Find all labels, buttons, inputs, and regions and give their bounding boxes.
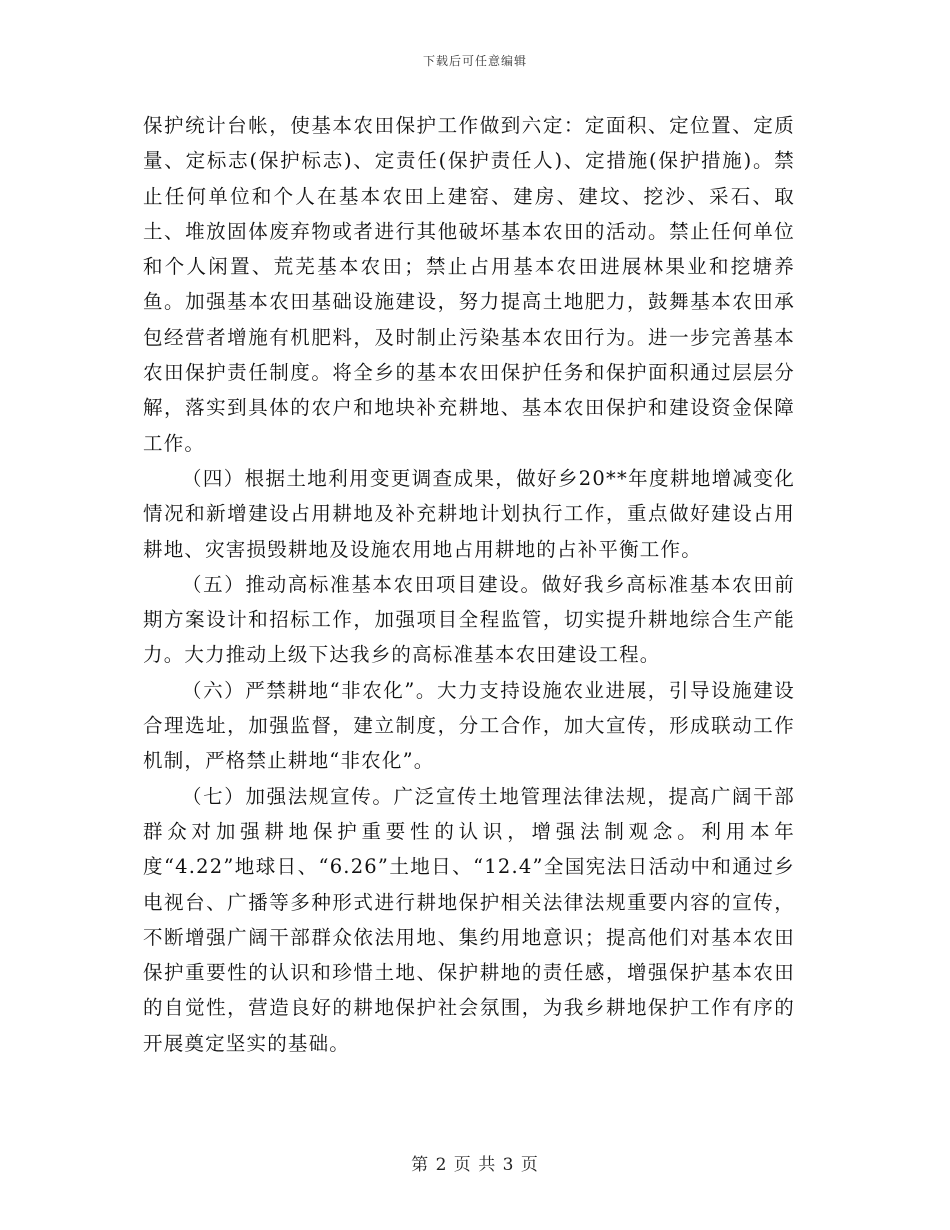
- page-footer: 第 2 页 共 3 页: [411, 1155, 539, 1175]
- paragraph-continuation: 保护统计台帐，使基本农田保护工作做到六定：定面积、定位置、定质量、定标志(保护标志)、定责任(保护责任人)、定措施(保护措施)。禁止任何单位和个人在基本农田上建窑、建房、建坟、挖沙、采石、取土、堆放固体废弃物或者进行其他破坏基本农田的活动。禁止任何单位和个人闲置、荒芜基本农田；禁止占用基本农田进展林果业和挖塘养鱼。加强基本农田基础设施建设，努力提高土地肥力，鼓舞基本农田承包经营者增施有机肥料，及时制止污染基本农田行为。进一步完善基本农田保护责任制度。将全乡的基本农田保护任务和保护面积通过层层分解，落实到具体的农户和地块补充耕地、基本农田保护和建设资金保障工作。: [143, 114, 795, 455]
- document-body: [143, 108, 795, 1061]
- paragraph-item-6: （六）严禁耕地“非农化”。大力支持设施农业进展，引导设施建设合理选址，加强监督，建立制度，分工合作，加大宣传，形成联动工作机制，严格禁止耕地“非农化”。: [143, 678, 795, 773]
- page-header: 下载后可任意编辑: [422, 54, 527, 68]
- paragraph-item-7: （七）加强法规宣传。广泛宣传土地管理法律法规，提高广阔干部群众对加强耕地保护重要性的认识，增强法制观念。利用本年度“4.22”地球日、“6.26”土地日、“12.4”全国宪法日活动中和通过乡电视台、广播等多种形式进行耕地保护相关法律法规重要内容的宣传，不断增强广阔干部群众依法用地、集约用地意识；提高他们对基本农田保护重要性的认识和珍惜土地、保护耕地的责任感，增强保护基本农田的自觉性，营造良好的耕地保护社会氛围，为我乡耕地保护工作有序的开展奠定坚实的基础。: [143, 784, 795, 1055]
- paragraph-item-5: （五）推动高标准基本农田项目建设。做好我乡高标准基本农田前期方案设计和招标工作，加强项目全程监管，切实提升耕地综合生产能力。大力推动上级下达我乡的高标准基本农田建设工程。: [143, 572, 795, 667]
- paragraph-item-4: （四）根据土地利用变更调查成果，做好乡20**年度耕地增减变化情况和新增建设占用耕地及补充耕地计划执行工作，重点做好建设占用耕地、灾害损毁耕地及设施农用地占用耕地的占补平衡工作。: [143, 466, 795, 561]
